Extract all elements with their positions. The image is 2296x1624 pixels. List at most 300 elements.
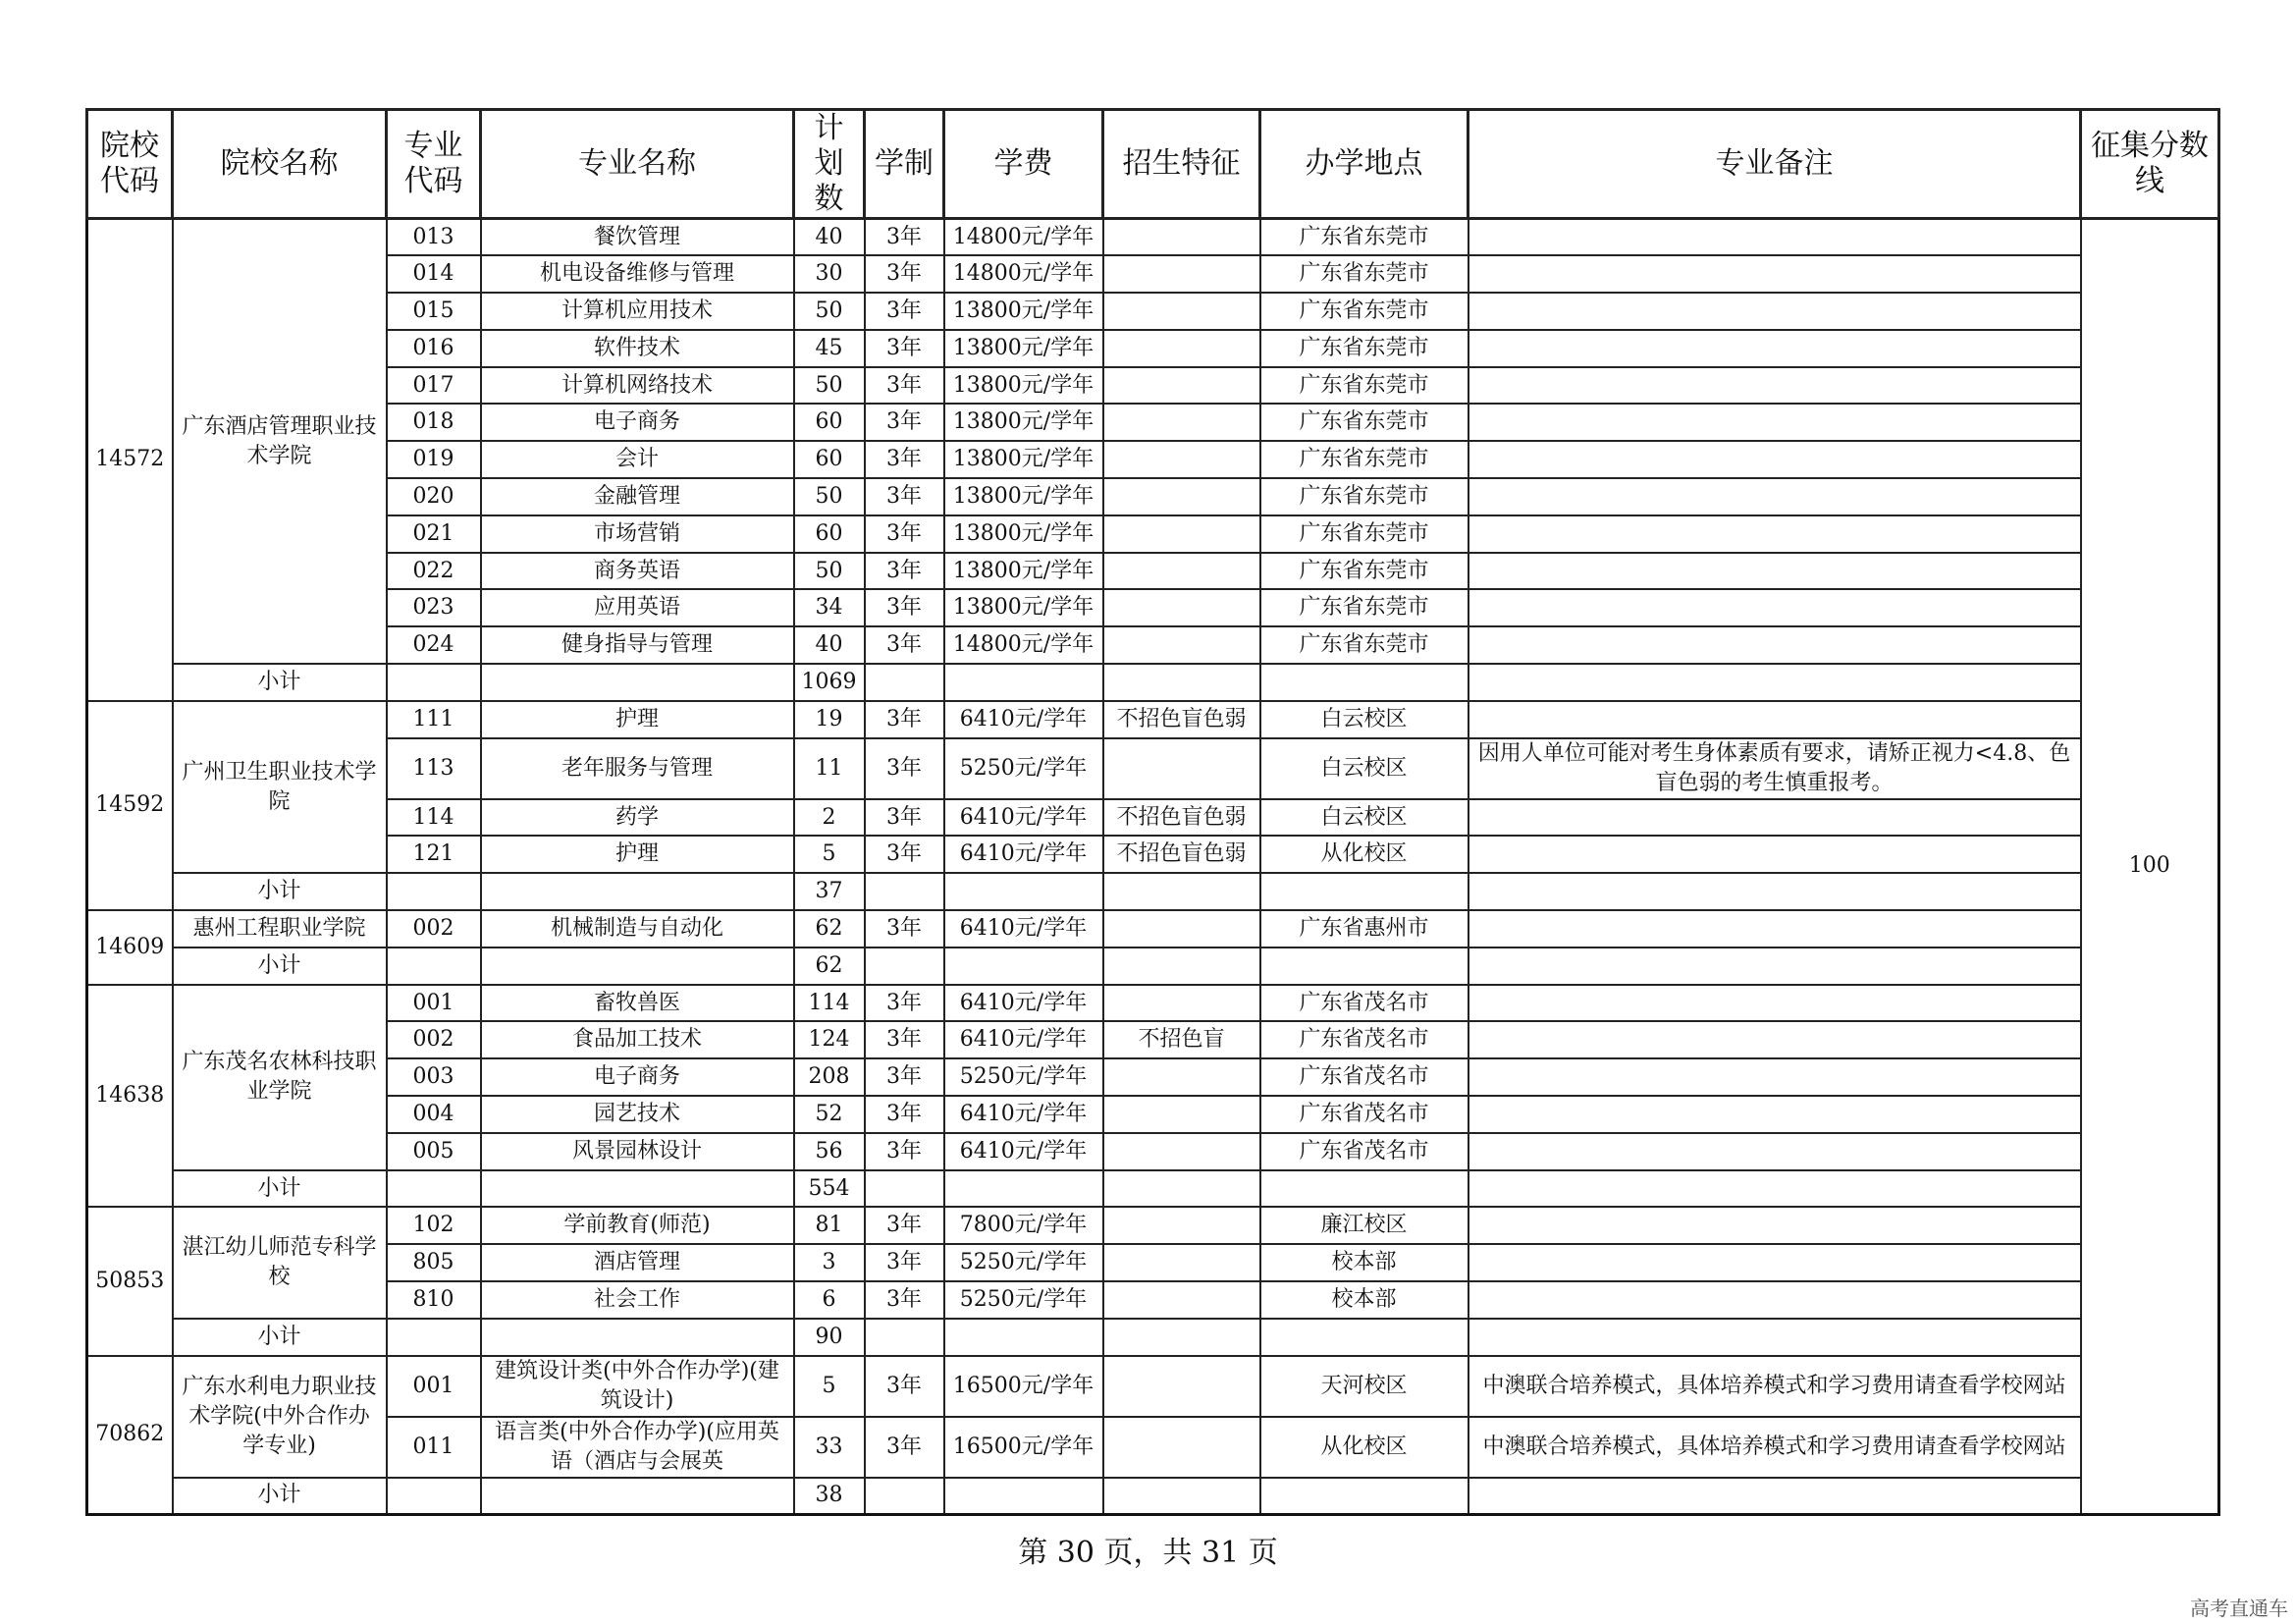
plan-count-cell: 5 xyxy=(794,1356,865,1417)
table-row xyxy=(87,478,2219,515)
school-name-cell: 广东酒店管理职业技术学院 xyxy=(173,219,387,665)
fee-cell: 7800元/学年 xyxy=(944,1207,1103,1244)
plan-count-cell: 56 xyxy=(794,1133,865,1170)
table-row xyxy=(87,738,2219,799)
table-row xyxy=(87,1096,2219,1133)
fee-cell: 13800元/学年 xyxy=(944,293,1103,330)
header-cutoff: 征集分数线 xyxy=(2081,110,2219,219)
empty-cell xyxy=(865,1170,944,1208)
location-cell: 广东省东莞市 xyxy=(1260,553,1468,590)
major-name-cell: 畜牧兽医 xyxy=(481,985,794,1022)
note-cell xyxy=(1468,1281,2081,1319)
header-school-code: 院校代码 xyxy=(87,110,173,219)
feature-cell xyxy=(1103,553,1260,590)
empty-cell xyxy=(865,664,944,701)
empty-cell xyxy=(1103,947,1260,985)
table-row xyxy=(87,1281,2219,1319)
location-cell: 广东省东莞市 xyxy=(1260,441,1468,478)
empty-cell xyxy=(944,873,1103,910)
feature-cell xyxy=(1103,515,1260,553)
years-cell: 3年 xyxy=(865,799,944,837)
plan-count-cell: 50 xyxy=(794,367,865,405)
empty-cell xyxy=(481,1478,794,1515)
plan-count-cell: 50 xyxy=(794,553,865,590)
fee-cell: 13800元/学年 xyxy=(944,330,1103,367)
empty-cell xyxy=(944,947,1103,985)
subtotal-row xyxy=(87,664,2219,701)
note-cell xyxy=(1468,910,2081,947)
years-cell: 3年 xyxy=(865,626,944,664)
empty-cell xyxy=(481,873,794,910)
years-cell: 3年 xyxy=(865,738,944,799)
plan-count-cell: 81 xyxy=(794,1207,865,1244)
empty-cell xyxy=(1103,1478,1260,1515)
years-cell: 3年 xyxy=(865,1244,944,1281)
note-cell xyxy=(1468,1244,2081,1281)
major-code-cell: 015 xyxy=(387,293,481,330)
location-cell: 广东省茂名市 xyxy=(1260,1021,1468,1058)
location-cell: 从化校区 xyxy=(1260,1417,1468,1478)
empty-cell xyxy=(1260,1170,1468,1208)
fee-cell: 6410元/学年 xyxy=(944,1133,1103,1170)
table-row xyxy=(87,255,2219,293)
table-row xyxy=(87,1356,2219,1417)
location-cell: 校本部 xyxy=(1260,1244,1468,1281)
years-cell: 3年 xyxy=(865,330,944,367)
note-cell xyxy=(1468,799,2081,837)
major-name-cell: 建筑设计类(中外合作办学)(建筑设计) xyxy=(481,1356,794,1417)
school-code-cell: 14609 xyxy=(87,910,173,985)
fee-cell: 14800元/学年 xyxy=(944,255,1103,293)
location-cell: 广东省东莞市 xyxy=(1260,478,1468,515)
empty-cell xyxy=(1103,1170,1260,1208)
table-row xyxy=(87,701,2219,738)
major-code-cell: 014 xyxy=(387,255,481,293)
years-cell: 3年 xyxy=(865,515,944,553)
note-cell xyxy=(1468,515,2081,553)
table-row xyxy=(87,985,2219,1022)
plan-count-cell: 11 xyxy=(794,738,865,799)
years-cell: 3年 xyxy=(865,985,944,1022)
table-row xyxy=(87,515,2219,553)
note-cell: 中澳联合培养模式，具体培养模式和学习费用请查看学校网站 xyxy=(1468,1417,2081,1478)
watermark: 高考直通车 xyxy=(2190,1597,2288,1620)
major-name-cell: 机电设备维修与管理 xyxy=(481,255,794,293)
years-cell: 3年 xyxy=(865,1096,944,1133)
table-row xyxy=(87,441,2219,478)
plan-count-cell: 60 xyxy=(794,404,865,441)
fee-cell: 13800元/学年 xyxy=(944,478,1103,515)
years-cell: 3年 xyxy=(865,1021,944,1058)
feature-cell xyxy=(1103,589,1260,626)
major-code-cell: 005 xyxy=(387,1133,481,1170)
years-cell: 3年 xyxy=(865,255,944,293)
major-code-cell: 810 xyxy=(387,1281,481,1319)
table-row xyxy=(87,1058,2219,1096)
major-code-cell: 021 xyxy=(387,515,481,553)
major-name-cell: 食品加工技术 xyxy=(481,1021,794,1058)
major-name-cell: 应用英语 xyxy=(481,589,794,626)
fee-cell: 5250元/学年 xyxy=(944,1281,1103,1319)
location-cell: 广东省茂名市 xyxy=(1260,1096,1468,1133)
major-name-cell: 机械制造与自动化 xyxy=(481,910,794,947)
empty-cell xyxy=(865,947,944,985)
feature-cell xyxy=(1103,738,1260,799)
table-row xyxy=(87,219,2219,256)
location-cell: 广东省东莞市 xyxy=(1260,626,1468,664)
location-cell: 广东省东莞市 xyxy=(1260,219,1468,256)
plan-count-cell: 62 xyxy=(794,910,865,947)
school-name-cell: 广州卫生职业技术学院 xyxy=(173,701,387,873)
table-row xyxy=(87,293,2219,330)
enrollment-table xyxy=(85,108,2220,1516)
major-code-cell: 805 xyxy=(387,1244,481,1281)
major-name-cell: 健身指导与管理 xyxy=(481,626,794,664)
empty-cell xyxy=(481,1170,794,1208)
table-row xyxy=(87,626,2219,664)
note-cell xyxy=(1468,219,2081,256)
table-row xyxy=(87,910,2219,947)
empty-cell xyxy=(1260,873,1468,910)
major-code-cell: 013 xyxy=(387,219,481,256)
major-name-cell: 计算机应用技术 xyxy=(481,293,794,330)
note-cell xyxy=(1468,478,2081,515)
fee-cell: 6410元/学年 xyxy=(944,910,1103,947)
major-name-cell: 电子商务 xyxy=(481,1058,794,1096)
header-school-name: 院校名称 xyxy=(173,110,387,219)
subtotal-label: 小计 xyxy=(173,1319,387,1356)
fee-cell: 16500元/学年 xyxy=(944,1356,1103,1417)
years-cell: 3年 xyxy=(865,836,944,873)
feature-cell xyxy=(1103,1133,1260,1170)
years-cell: 3年 xyxy=(865,367,944,405)
fee-cell: 5250元/学年 xyxy=(944,738,1103,799)
feature-cell xyxy=(1103,255,1260,293)
feature-cell xyxy=(1103,1207,1260,1244)
fee-cell: 13800元/学年 xyxy=(944,553,1103,590)
major-code-cell: 020 xyxy=(387,478,481,515)
fee-cell: 6410元/学年 xyxy=(944,836,1103,873)
cutoff-score-cell: 100 xyxy=(2081,219,2219,1515)
location-cell: 广东省东莞市 xyxy=(1260,515,1468,553)
empty-cell xyxy=(1468,1170,2081,1208)
school-code-cell: 70862 xyxy=(87,1356,173,1515)
major-code-cell: 004 xyxy=(387,1096,481,1133)
empty-cell xyxy=(944,664,1103,701)
note-cell: 因用人单位可能对考生身体素质有要求，请矫正视力<4.8、色盲色弱的考生慎重报考。 xyxy=(1468,738,2081,799)
major-name-cell: 社会工作 xyxy=(481,1281,794,1319)
subtotal-label: 小计 xyxy=(173,1170,387,1208)
location-cell: 从化校区 xyxy=(1260,836,1468,873)
location-cell: 廉江校区 xyxy=(1260,1207,1468,1244)
fee-cell: 13800元/学年 xyxy=(944,367,1103,405)
fee-cell: 13800元/学年 xyxy=(944,515,1103,553)
subtotal-value: 554 xyxy=(794,1170,865,1208)
empty-cell xyxy=(944,1319,1103,1356)
feature-cell xyxy=(1103,1281,1260,1319)
plan-count-cell: 124 xyxy=(794,1021,865,1058)
plan-count-cell: 40 xyxy=(794,626,865,664)
major-name-cell: 软件技术 xyxy=(481,330,794,367)
note-cell xyxy=(1468,255,2081,293)
major-name-cell: 会计 xyxy=(481,441,794,478)
empty-cell xyxy=(1260,1478,1468,1515)
subtotal-value: 1069 xyxy=(794,664,865,701)
empty-cell xyxy=(387,664,481,701)
location-cell: 白云校区 xyxy=(1260,701,1468,738)
header-note: 专业备注 xyxy=(1468,110,2081,219)
major-name-cell: 老年服务与管理 xyxy=(481,738,794,799)
feature-cell xyxy=(1103,1058,1260,1096)
empty-cell xyxy=(865,873,944,910)
major-code-cell: 001 xyxy=(387,985,481,1022)
subtotal-label: 小计 xyxy=(173,1478,387,1515)
header-major-name: 专业名称 xyxy=(481,110,794,219)
feature-cell xyxy=(1103,1356,1260,1417)
plan-count-cell: 19 xyxy=(794,701,865,738)
location-cell: 白云校区 xyxy=(1260,738,1468,799)
years-cell: 3年 xyxy=(865,219,944,256)
empty-cell xyxy=(481,947,794,985)
header-location: 办学地点 xyxy=(1260,110,1468,219)
location-cell: 校本部 xyxy=(1260,1281,1468,1319)
page-number: 第 30 页，共 31 页 xyxy=(1018,1536,1278,1570)
fee-cell: 13800元/学年 xyxy=(944,441,1103,478)
major-code-cell: 001 xyxy=(387,1356,481,1417)
feature-cell xyxy=(1103,330,1260,367)
table-row xyxy=(87,1021,2219,1058)
feature-cell xyxy=(1103,441,1260,478)
table-header-row xyxy=(87,110,2219,219)
feature-cell xyxy=(1103,1417,1260,1478)
table-row xyxy=(87,404,2219,441)
feature-cell xyxy=(1103,1096,1260,1133)
years-cell: 3年 xyxy=(865,701,944,738)
location-cell: 广东省东莞市 xyxy=(1260,404,1468,441)
note-cell xyxy=(1468,626,2081,664)
empty-cell xyxy=(387,947,481,985)
years-cell: 3年 xyxy=(865,404,944,441)
years-cell: 3年 xyxy=(865,1207,944,1244)
feature-cell xyxy=(1103,910,1260,947)
note-cell xyxy=(1468,1021,2081,1058)
table-row xyxy=(87,1133,2219,1170)
table-row xyxy=(87,367,2219,405)
feature-cell xyxy=(1103,1244,1260,1281)
plan-count-cell: 208 xyxy=(794,1058,865,1096)
subtotal-value: 90 xyxy=(794,1319,865,1356)
years-cell: 3年 xyxy=(865,910,944,947)
fee-cell: 6410元/学年 xyxy=(944,1096,1103,1133)
subtotal-row xyxy=(87,1478,2219,1515)
location-cell: 广东省东莞市 xyxy=(1260,367,1468,405)
plan-count-cell: 45 xyxy=(794,330,865,367)
major-name-cell: 电子商务 xyxy=(481,404,794,441)
major-code-cell: 017 xyxy=(387,367,481,405)
plan-count-cell: 50 xyxy=(794,293,865,330)
school-code-cell: 14592 xyxy=(87,701,173,910)
subtotal-value: 62 xyxy=(794,947,865,985)
major-code-cell: 023 xyxy=(387,589,481,626)
subtotal-value: 37 xyxy=(794,873,865,910)
feature-cell: 不招色盲色弱 xyxy=(1103,701,1260,738)
subtotal-value: 38 xyxy=(794,1478,865,1515)
school-name-cell: 湛江幼儿师范专科学校 xyxy=(173,1207,387,1318)
location-cell: 广东省东莞市 xyxy=(1260,293,1468,330)
school-code-cell: 14572 xyxy=(87,219,173,701)
feature-cell: 不招色盲色弱 xyxy=(1103,799,1260,837)
subtotal-label: 小计 xyxy=(173,664,387,701)
major-name-cell: 风景园林设计 xyxy=(481,1133,794,1170)
fee-cell: 6410元/学年 xyxy=(944,799,1103,837)
note-cell xyxy=(1468,1058,2081,1096)
major-name-cell: 园艺技术 xyxy=(481,1096,794,1133)
empty-cell xyxy=(1468,1478,2081,1515)
subtotal-row xyxy=(87,873,2219,910)
empty-cell xyxy=(1468,664,2081,701)
note-cell xyxy=(1468,553,2081,590)
location-cell: 广东省东莞市 xyxy=(1260,330,1468,367)
fee-cell: 14800元/学年 xyxy=(944,219,1103,256)
feature-cell xyxy=(1103,985,1260,1022)
school-code-cell: 14638 xyxy=(87,985,173,1208)
school-name-cell: 惠州工程职业学院 xyxy=(173,910,387,947)
fee-cell: 5250元/学年 xyxy=(944,1058,1103,1096)
years-cell: 3年 xyxy=(865,1133,944,1170)
major-code-cell: 016 xyxy=(387,330,481,367)
subtotal-label: 小计 xyxy=(173,947,387,985)
major-code-cell: 002 xyxy=(387,910,481,947)
plan-count-cell: 60 xyxy=(794,441,865,478)
empty-cell xyxy=(1468,1319,2081,1356)
plan-count-cell: 60 xyxy=(794,515,865,553)
location-cell: 天河校区 xyxy=(1260,1356,1468,1417)
empty-cell xyxy=(387,873,481,910)
major-name-cell: 金融管理 xyxy=(481,478,794,515)
feature-cell xyxy=(1103,626,1260,664)
table-row xyxy=(87,553,2219,590)
plan-count-cell: 5 xyxy=(794,836,865,873)
years-cell: 3年 xyxy=(865,1058,944,1096)
subtotal-row xyxy=(87,1319,2219,1356)
major-name-cell: 药学 xyxy=(481,799,794,837)
empty-cell xyxy=(1260,947,1468,985)
major-name-cell: 护理 xyxy=(481,701,794,738)
feature-cell xyxy=(1103,404,1260,441)
table-row xyxy=(87,330,2219,367)
years-cell: 3年 xyxy=(865,478,944,515)
major-name-cell: 学前教育(师范) xyxy=(481,1207,794,1244)
empty-cell xyxy=(481,664,794,701)
note-cell xyxy=(1468,701,2081,738)
plan-count-cell: 33 xyxy=(794,1417,865,1478)
major-code-cell: 002 xyxy=(387,1021,481,1058)
table-row xyxy=(87,1417,2219,1478)
note-cell xyxy=(1468,589,2081,626)
table-row xyxy=(87,799,2219,837)
years-cell: 3年 xyxy=(865,1417,944,1478)
feature-cell xyxy=(1103,478,1260,515)
table-row xyxy=(87,1244,2219,1281)
location-cell: 广东省茂名市 xyxy=(1260,985,1468,1022)
empty-cell xyxy=(1103,1319,1260,1356)
years-cell: 3年 xyxy=(865,589,944,626)
fee-cell: 6410元/学年 xyxy=(944,985,1103,1022)
header-years: 学制 xyxy=(865,110,944,219)
school-name-cell: 广东茂名农林科技职业学院 xyxy=(173,985,387,1170)
note-cell xyxy=(1468,1133,2081,1170)
major-code-cell: 018 xyxy=(387,404,481,441)
major-name-cell: 商务英语 xyxy=(481,553,794,590)
years-cell: 3年 xyxy=(865,1281,944,1319)
feature-cell xyxy=(1103,367,1260,405)
plan-count-cell: 30 xyxy=(794,255,865,293)
empty-cell xyxy=(1468,947,2081,985)
empty-cell xyxy=(387,1319,481,1356)
note-cell xyxy=(1468,330,2081,367)
major-name-cell: 餐饮管理 xyxy=(481,219,794,256)
major-code-cell: 102 xyxy=(387,1207,481,1244)
header-fee: 学费 xyxy=(944,110,1103,219)
plan-count-cell: 3 xyxy=(794,1244,865,1281)
fee-cell: 5250元/学年 xyxy=(944,1244,1103,1281)
fee-cell: 16500元/学年 xyxy=(944,1417,1103,1478)
location-cell: 广东省茂名市 xyxy=(1260,1133,1468,1170)
note-cell xyxy=(1468,1096,2081,1133)
plan-count-cell: 52 xyxy=(794,1096,865,1133)
major-code-cell: 022 xyxy=(387,553,481,590)
plan-count-cell: 34 xyxy=(794,589,865,626)
plan-count-cell: 114 xyxy=(794,985,865,1022)
feature-cell xyxy=(1103,219,1260,256)
table-row xyxy=(87,589,2219,626)
major-name-cell: 护理 xyxy=(481,836,794,873)
plan-count-cell: 2 xyxy=(794,799,865,837)
major-code-cell: 024 xyxy=(387,626,481,664)
school-code-cell: 50853 xyxy=(87,1207,173,1355)
header-major-code: 专业代码 xyxy=(387,110,481,219)
empty-cell xyxy=(387,1170,481,1208)
location-cell: 白云校区 xyxy=(1260,799,1468,837)
table-row xyxy=(87,1207,2219,1244)
table-row xyxy=(87,836,2219,873)
empty-cell xyxy=(387,1478,481,1515)
fee-cell: 14800元/学年 xyxy=(944,626,1103,664)
years-cell: 3年 xyxy=(865,441,944,478)
note-cell xyxy=(1468,441,2081,478)
location-cell: 广东省茂名市 xyxy=(1260,1058,1468,1096)
school-name-cell: 广东水利电力职业技术学院(中外合作办学专业) xyxy=(173,1356,387,1478)
empty-cell xyxy=(1260,664,1468,701)
feature-cell: 不招色盲色弱 xyxy=(1103,836,1260,873)
header-feature: 招生特征 xyxy=(1103,110,1260,219)
major-code-cell: 121 xyxy=(387,836,481,873)
major-name-cell: 语言类(中外合作办学)(应用英语（酒店与会展英 xyxy=(481,1417,794,1478)
major-code-cell: 113 xyxy=(387,738,481,799)
plan-count-cell: 6 xyxy=(794,1281,865,1319)
major-code-cell: 011 xyxy=(387,1417,481,1478)
fee-cell: 6410元/学年 xyxy=(944,701,1103,738)
major-name-cell: 计算机网络技术 xyxy=(481,367,794,405)
empty-cell xyxy=(1103,664,1260,701)
empty-cell xyxy=(865,1319,944,1356)
note-cell xyxy=(1468,404,2081,441)
subtotal-label: 小计 xyxy=(173,873,387,910)
empty-cell xyxy=(944,1170,1103,1208)
empty-cell xyxy=(944,1478,1103,1515)
empty-cell xyxy=(481,1319,794,1356)
years-cell: 3年 xyxy=(865,553,944,590)
